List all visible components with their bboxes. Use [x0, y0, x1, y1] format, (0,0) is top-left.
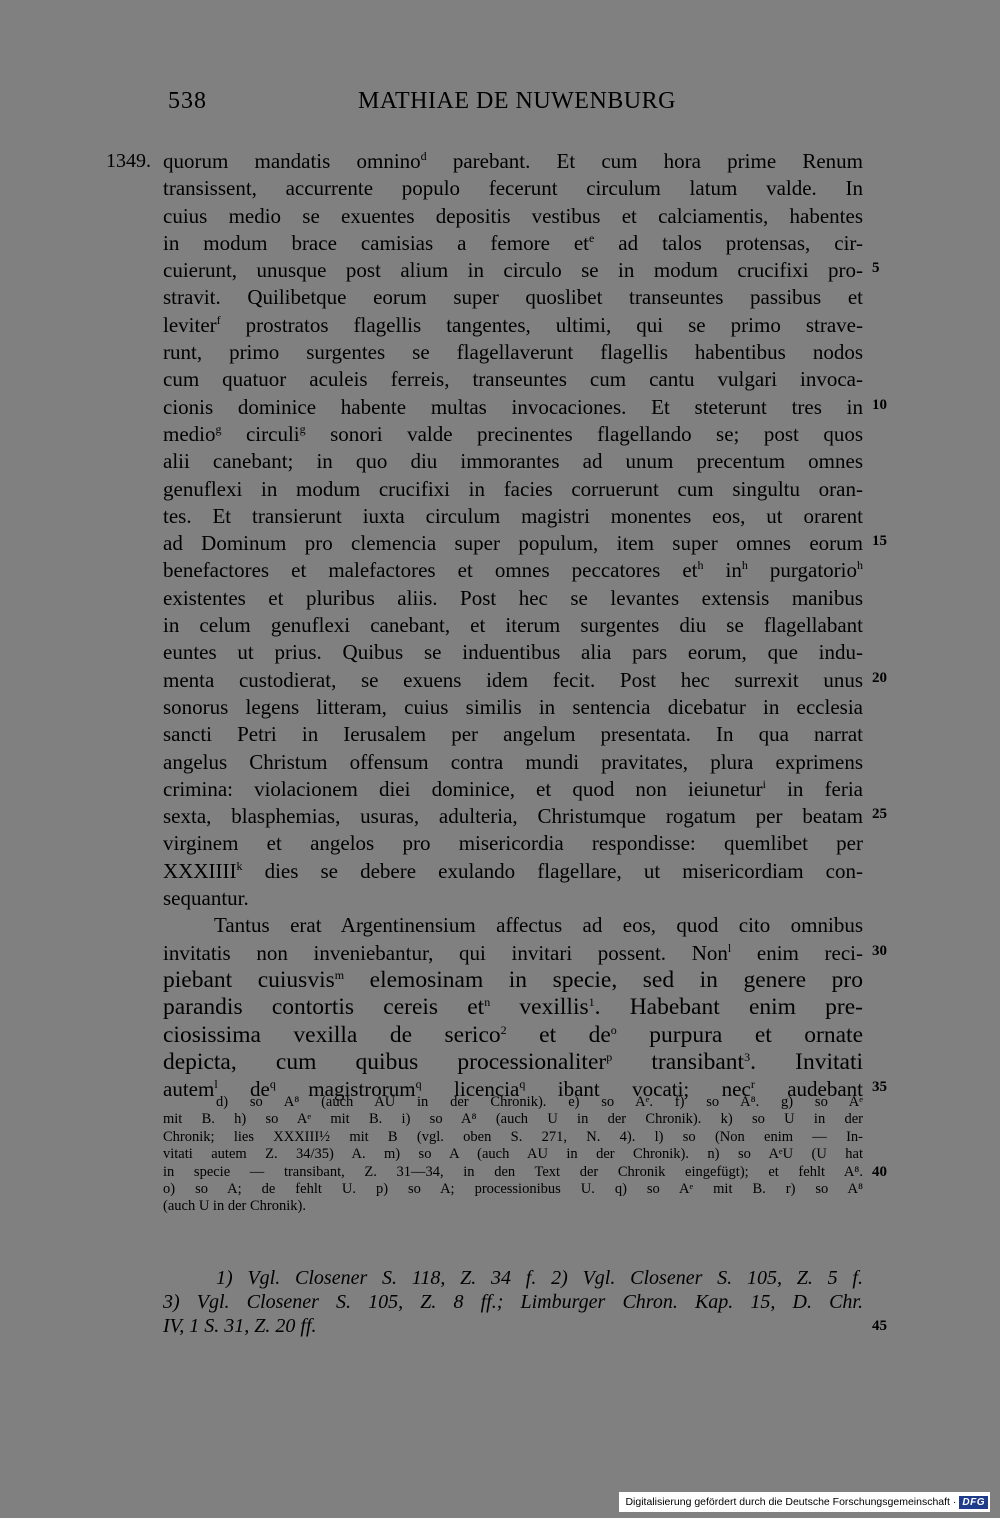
text-line: [0, 257, 1000, 284]
text-segment: in specie — transibant, Z. 31—34, in den Text der Chronik eingefügt); et fehlt A⁸.: [163, 1163, 863, 1180]
text-segment: cum quatuor aculeis ferreis, transeuntes cum cantu vulgari invoca-: [163, 367, 863, 392]
text-segment: stravit. Quilibetque eorum super quoslibet transeuntes passibus et: [163, 285, 863, 310]
text-segment: cuius medio se exuentes depositis vestibus et calciamentis, habentes: [163, 203, 863, 228]
text-segment: de: [217, 1077, 270, 1102]
text-segment: leviter: [163, 312, 217, 337]
text-line: [0, 1146, 1000, 1163]
text-segment: runt, primo surgentes se flagellaverunt flagellis habentibus nodos: [163, 340, 863, 365]
text-segment: angelus Christum offensum contra mundi pravitates, plura exprimens: [163, 749, 863, 774]
text-line: [0, 803, 1000, 830]
text-segment: purpura et ornate: [616, 1021, 863, 1048]
text-line: [0, 612, 1000, 639]
text-line: [0, 476, 1000, 503]
text-segment: crimina: violacionem diei dominice, et quod non ieiunetur: [163, 776, 763, 801]
line-text: [163, 284, 863, 311]
line-text: [163, 667, 863, 694]
text-segment: virginem et angelos pro misericordia respondisse: quemlibet per: [163, 831, 863, 856]
text-segment: ibant vocati; nec: [525, 1077, 751, 1102]
line-text: [163, 1314, 863, 1338]
footnote-marker: q: [519, 1077, 526, 1092]
line-number: 15: [872, 533, 887, 550]
line-text: [163, 230, 863, 257]
footnote-marker: q: [415, 1077, 422, 1092]
text-line: [0, 203, 1000, 230]
text-segment: licencia: [421, 1077, 520, 1102]
text-line: [0, 830, 1000, 857]
footnote-marker: 2: [500, 1022, 507, 1037]
text-segment: (auch U in der Chronik).: [163, 1198, 306, 1215]
text-segment: . Invitati: [750, 1048, 863, 1075]
line-text: [163, 1164, 863, 1181]
text-line: [0, 148, 1000, 175]
text-segment: elemosinam in specie, sed in genere pro: [344, 966, 863, 993]
text-segment: ciosissima vexilla de serico: [163, 1021, 501, 1048]
text-segment: menta custodierat, se exuens idem fecit. Post hec surrexit unus: [163, 667, 863, 692]
text-line: [0, 1049, 1000, 1076]
footnote-marker: q: [269, 1077, 276, 1092]
footnote-marker: n: [484, 995, 491, 1010]
text-segment: cuierunt, unusque post alium in circulo se in modum crucifixi pro-: [163, 258, 863, 283]
footnote-marker: h: [741, 558, 748, 573]
line-number: 20: [872, 669, 887, 686]
footnote-marker: m: [334, 967, 345, 982]
text-segment: quorum mandatis omnino: [163, 149, 421, 173]
text-segment: euntes ut prius. Quibus se induentibus alia pars eorum, que indu-: [163, 640, 863, 665]
line-text: [163, 721, 863, 748]
text-segment: medio: [163, 421, 216, 446]
line-text: [163, 503, 863, 530]
line-text: [163, 312, 863, 339]
line-text: [163, 1022, 863, 1049]
text-segment: magistrorum: [275, 1077, 416, 1102]
text-segment: dies se debere exulando flagellare, ut misericordiam con-: [242, 858, 863, 883]
text-segment: genuflexi in modum crucifixi in facies corruerunt cum singultu oran-: [163, 476, 863, 501]
line-number: 25: [872, 806, 887, 823]
text-line: [0, 1129, 1000, 1146]
text-segment: alii canebant; in quo diu immorantes ad unum precentum omnes: [163, 449, 863, 474]
text-segment: vitati autem Z. 34/35) A. m) so A (auch AU in der Chronik). n) so AᵉU (U hat: [163, 1146, 863, 1163]
text-segment: mit B. h) so Aᵉ mit B. i) so A⁸ (auch U in der Chronik). k) so U in der: [163, 1111, 863, 1128]
text-segment: transissent, accurrente populo fecerunt circulum latum valde. In: [163, 176, 863, 201]
text-segment: transibant: [612, 1048, 745, 1075]
line-text: [214, 912, 863, 939]
text-segment: autem: [163, 1077, 215, 1102]
text-line: [0, 1290, 1000, 1314]
text-line: [0, 694, 1000, 721]
critical-apparatus: [0, 1094, 1000, 1216]
text-segment: sonorus legens litteram, cuius similis in sentencia dicebatur in ecclesia: [163, 694, 863, 719]
text-segment: sexta, blasphemias, usuras, adulteria, Christumque rogatum per beatam: [163, 804, 863, 829]
line-text: [163, 339, 863, 366]
line-text: [163, 585, 863, 612]
text-segment: sonori valde precinentes flagellando se; post quos: [305, 421, 864, 446]
text-segment: . Habebant enim pre-: [594, 994, 863, 1021]
line-text: [163, 803, 863, 830]
line-text: [163, 530, 863, 557]
footnote-marker: k: [236, 858, 243, 873]
line-text: [163, 394, 863, 421]
text-segment: Chronik; lies XXXIII½ mit B (vgl. oben S. 271, N. 4). l) so (Non enim — In-: [163, 1128, 863, 1145]
line-text: [163, 1111, 863, 1128]
text-segment: in modum brace camisias a femore et: [163, 230, 590, 255]
text-segment: parandis contortis cereis et: [163, 994, 485, 1021]
line-text: [163, 994, 863, 1021]
text-line: [0, 530, 1000, 557]
line-text: [163, 776, 863, 803]
line-text: [163, 448, 863, 475]
text-segment: 3) Vgl. Closener S. 105, Z. 8 ff.; Limburger Chron. Kap. 15, D. Chr.: [163, 1291, 863, 1313]
text-segment: parebant. Et cum hora prime Renum: [426, 149, 863, 173]
line-number: 10: [872, 396, 887, 413]
footnote-marker: l: [727, 940, 732, 955]
text-line: [0, 230, 1000, 257]
text-line: [0, 858, 1000, 885]
text-line: [0, 967, 1000, 994]
line-text: [163, 1181, 863, 1198]
line-text: [163, 858, 863, 885]
footnote-marker: r: [750, 1077, 755, 1092]
footnote-marker: 1: [588, 995, 595, 1010]
running-title: MATHIAE DE NUWENBURG: [358, 88, 676, 114]
text-line: [0, 1198, 1000, 1215]
text-segment: in: [703, 558, 742, 583]
footnote-marker: g: [215, 421, 222, 436]
text-line: [0, 721, 1000, 748]
line-text: [163, 1198, 863, 1215]
text-line: [0, 585, 1000, 612]
line-text: [163, 1146, 863, 1163]
line-text: [163, 476, 863, 503]
line-text: [163, 1129, 863, 1146]
text-segment: circuli: [221, 421, 300, 446]
line-text: [163, 967, 863, 994]
text-segment: IV, 1 S. 31, Z. 20 ff.: [163, 1315, 317, 1337]
line-text: [163, 148, 863, 175]
text-line: [0, 557, 1000, 584]
line-text: [163, 557, 863, 584]
line-number: 40: [872, 1163, 887, 1180]
line-number: 35: [872, 1079, 887, 1096]
line-text: [163, 203, 863, 230]
text-line: [0, 776, 1000, 803]
text-line: [0, 284, 1000, 311]
year-marginal: 1349.: [106, 150, 151, 172]
line-text: [163, 885, 863, 912]
text-segment: in celum genuflexi canebant, et iterum surgentes diu se flagellabant: [163, 613, 863, 638]
text-segment: ad talos protensas, cir-: [594, 230, 863, 255]
text-line: [0, 448, 1000, 475]
text-segment: existentes et pluribus aliis. Post hec se levantes extensis manibus: [163, 585, 863, 610]
text-segment: ad Dominum pro clemencia super populum, item super omnes eorum: [163, 531, 863, 556]
text-line: [0, 1022, 1000, 1049]
digitization-credit: [619, 1492, 990, 1512]
text-segment: vexillis: [490, 994, 589, 1021]
text-line: [0, 1181, 1000, 1198]
line-text: [163, 1290, 863, 1314]
text-line: [0, 994, 1000, 1021]
line-number: 45: [872, 1318, 887, 1334]
text-segment: piebant cuiusvis: [163, 966, 335, 993]
line-text: [163, 830, 863, 857]
line-text: [163, 639, 863, 666]
text-line: [0, 1111, 1000, 1128]
text-segment: 1) Vgl. Closener S. 118, Z. 34 f. 2) Vgl. Closener S. 105, Z. 5 f.: [216, 1267, 863, 1289]
text-line: [0, 394, 1000, 421]
text-line: [0, 312, 1000, 339]
line-text: [163, 694, 863, 721]
page-header: [0, 88, 1000, 128]
text-line: [0, 421, 1000, 448]
credit-text: Digitalisierung gefördert durch die Deutsche Forschungsgemeinschaft ·: [625, 1496, 957, 1508]
text-line: [0, 885, 1000, 912]
text-line: [0, 1266, 1000, 1290]
text-segment: XXXIIII: [163, 858, 237, 883]
line-text: [163, 940, 863, 967]
main-text: [0, 148, 1000, 1103]
text-segment: enim reci-: [731, 940, 864, 965]
dfg-logo: DFG: [959, 1496, 988, 1509]
footnote-marker: i: [762, 776, 766, 791]
text-line: [0, 912, 1000, 939]
text-segment: sancti Petri in Ierusalem per angelum presentata. In qua narrat: [163, 722, 863, 747]
line-text: [163, 1049, 863, 1076]
footnote-marker: p: [606, 1049, 613, 1064]
text-segment: sequantur.: [163, 886, 249, 911]
footnote-marker: e: [589, 230, 595, 245]
text-segment: prostratos flagellis tangentes, ultimi, qui se primo strave-: [220, 312, 863, 337]
text-segment: benefactores et malefactores et omnes peccatores et: [163, 558, 698, 583]
footnote-marker: d: [420, 149, 427, 163]
text-line: [0, 639, 1000, 666]
line-text: [163, 175, 863, 202]
line-number: 5: [872, 260, 880, 277]
text-segment: audebant: [754, 1077, 864, 1102]
footnote-marker: l: [214, 1077, 218, 1092]
text-segment: d) so A⁸ (auch AU in der Chronik). e) so Aᵉ. f) so A⁸. g) so Aᵉ: [216, 1094, 863, 1110]
text-line: [0, 1164, 1000, 1181]
line-text: [216, 1094, 863, 1111]
text-segment: invitatis non inveniebantur, qui invitari possent. Non: [163, 940, 728, 965]
page-number: 538: [168, 88, 207, 114]
text-line: [0, 1094, 1000, 1111]
line-text: [163, 257, 863, 284]
text-line: [0, 749, 1000, 776]
text-line: [0, 667, 1000, 694]
footnotes: [0, 1266, 1000, 1338]
text-segment: in feria: [766, 776, 863, 801]
footnote-marker: h: [857, 558, 863, 573]
text-segment: purgatorio: [747, 558, 857, 583]
footnote-marker: 3: [744, 1049, 751, 1064]
text-segment: depicta, cum quibus processionaliter: [163, 1048, 607, 1075]
footnote-marker: g: [299, 421, 306, 436]
text-segment: Tantus erat Argentinensium affectus ad eos, quod cito omnibus: [214, 913, 863, 938]
text-line: [0, 940, 1000, 967]
line-text: [163, 612, 863, 639]
line-number: 30: [872, 942, 887, 959]
text-segment: tes. Et transierunt iuxta circulum magistri monentes eos, ut orarent: [163, 503, 863, 528]
footnote-marker: f: [216, 312, 221, 327]
line-text: [216, 1266, 863, 1290]
text-line: [0, 339, 1000, 366]
line-text: [163, 421, 863, 448]
text-line: [0, 1314, 1000, 1338]
footnote-marker: h: [697, 558, 704, 573]
footnote-marker: o: [610, 1022, 617, 1037]
text-segment: et de: [506, 1021, 611, 1048]
text-line: [0, 503, 1000, 530]
line-text: [163, 366, 863, 393]
line-text: [163, 749, 863, 776]
text-line: [0, 366, 1000, 393]
text-segment: cionis dominice habente multas invocaciones. Et steterunt tres in: [163, 394, 863, 419]
text-line: [0, 175, 1000, 202]
text-segment: o) so A; de fehlt U. p) so A; processionibus U. q) so Aᵉ mit B. r) so A⁸: [163, 1180, 863, 1197]
